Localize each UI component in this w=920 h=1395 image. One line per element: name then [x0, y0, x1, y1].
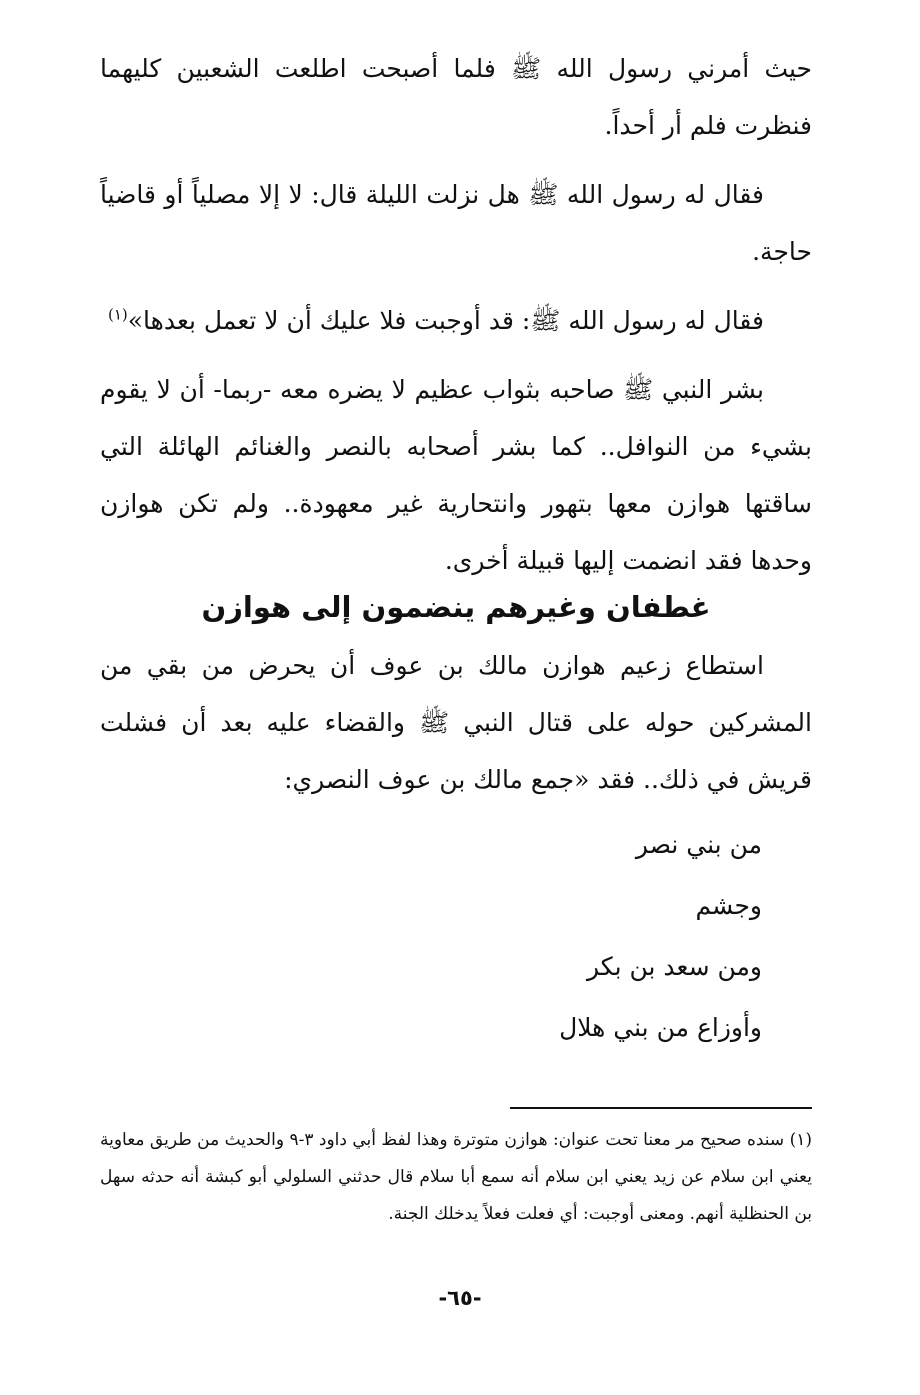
- paragraph-4: بشر النبي ﷺ صاحبه بثواب عظيم لا يضره معه -ربما- أن لا يقوم بشيء من النوافل.. كما بشر أصحابه بالنصر والغنائم الهائلة التي ساقتها هوازن معها بتهور وانتحارية غير معهودة.. ولم تكن هوازن وحدها فقد انضمت إليها قبيلة أخرى.: [100, 375, 812, 575]
- tribe-line-4: وأوزاع من بني هلال: [559, 1013, 762, 1042]
- tribe-line-2: وجشم: [695, 891, 762, 920]
- footnote-divider: [510, 1107, 812, 1109]
- section-paragraph-1: استطاع زعيم هوازن مالك بن عوف أن يحرض من بقي من المشركين حوله على قتال النبي ﷺ والقضاء عليه بعد أن فشلت قريش في ذلك.. فقد «جمع مالك بن عوف النصري:: [100, 651, 812, 794]
- footnote-ref: (١): [107, 305, 128, 324]
- tribe-line-3: ومن سعد بن بكر: [586, 952, 762, 981]
- tribe-list: [559, 814, 762, 1058]
- footnote: (١) سنده صحيح مر معنا تحت عنوان: هوازن متوترة وهذا لفظ أبي داود ٣-٩ والحديث من طريق معاوية يعني ابن سلام عن زيد يعني ابن سلام أنه سمع أبا سلام قال حدثني السلولي أبو كبشة أنه حدثه سهل بن الحنظلية أنهم. ومعنى أوجبت: أي فعلت فعلاً يدخلك الجنة.: [99, 1130, 812, 1224]
- page-number: -٦٥-: [438, 1286, 482, 1310]
- section-text-block: [100, 637, 812, 808]
- paragraph-3: [100, 292, 812, 349]
- paragraph-1: حيث أمرني رسول الله ﷺ فلما أصبحت اطلعت الشعبين كليهما فنظرت فلم أر أحداً.: [100, 54, 812, 140]
- section-heading: غطفان وغيرهم ينضمون إلى هوازن: [201, 590, 711, 624]
- tribe-line-1: من بني نصر: [635, 830, 762, 859]
- paragraph-2: فقال له رسول الله ﷺ هل نزلت الليلة قال: لا إلا مصلياً أو قاضياً حاجة.: [100, 180, 812, 266]
- upper-text-block: [100, 40, 812, 589]
- paragraph-3-text: فقال له رسول الله ﷺ: قد أوجبت فلا عليك أن لا تعمل بعدها»: [127, 306, 764, 335]
